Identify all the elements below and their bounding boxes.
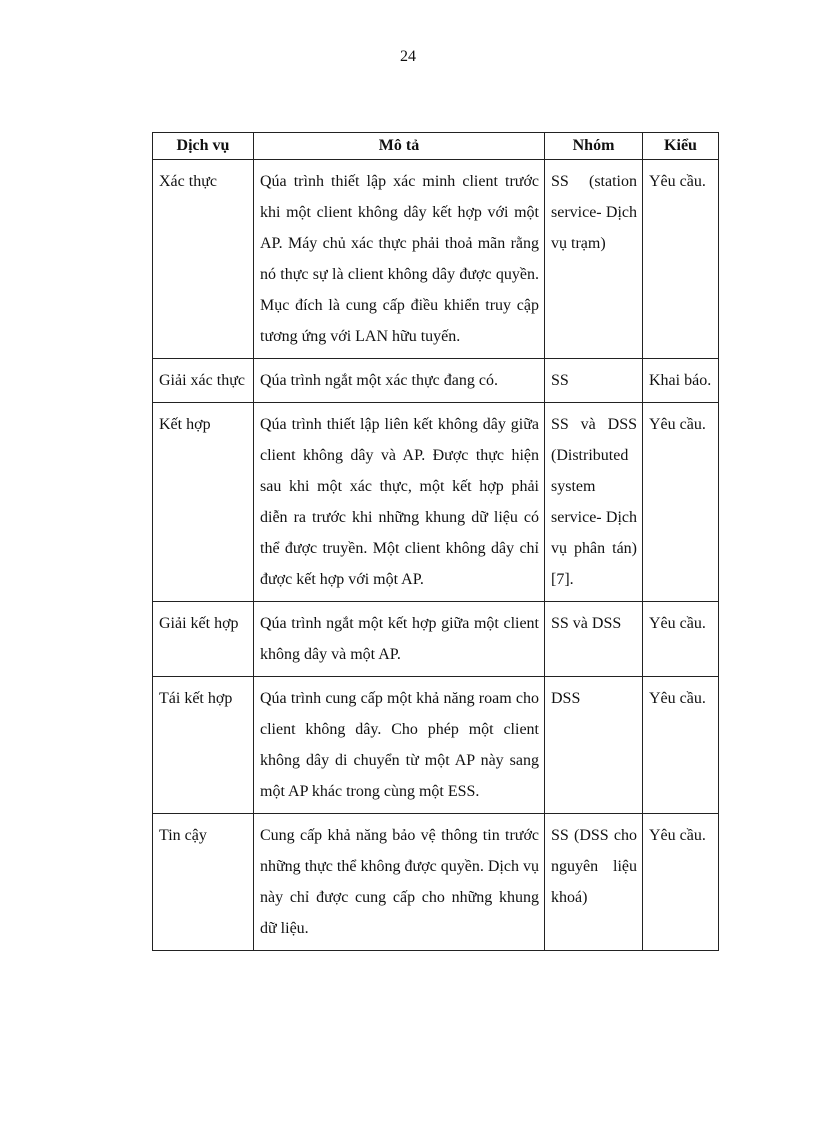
group-cell: SS và DSS (Distributed system service- Dịch vụ phân tán) [7]. — [545, 403, 643, 602]
group-cell: SS (DSS cho nguyên liệu khoá) — [545, 814, 643, 951]
table-row — [153, 602, 719, 677]
group-cell: SS — [545, 359, 643, 403]
group-cell: SS và DSS — [545, 602, 643, 677]
description-cell: Qúa trình thiết lập xác minh client trước khi một client không dây kết hợp với một AP. Máy chủ xác thực phải thoả mãn rằng nó thực sự là client không dây được quyền. Mục đích là cung cấp điều khiển truy cập tương ứng với LAN hữu tuyến. — [254, 160, 545, 359]
service-cell: Xác thực — [153, 160, 254, 359]
type-cell: Yêu cầu. — [643, 160, 719, 359]
service-cell: Giải xác thực — [153, 359, 254, 403]
table-row — [153, 359, 719, 403]
service-cell: Tái kết hợp — [153, 677, 254, 814]
table-row — [153, 403, 719, 602]
type-cell: Yêu cầu. — [643, 602, 719, 677]
header-group: Nhóm — [545, 133, 643, 160]
table-row — [153, 814, 719, 951]
group-cell: SS (station service- Dịch vụ trạm) — [545, 160, 643, 359]
description-cell: Qúa trình ngắt một kết hợp giữa một client không dây và một AP. — [254, 602, 545, 677]
header-type: Kiểu — [643, 133, 719, 160]
description-cell: Qúa trình ngắt một xác thực đang có. — [254, 359, 545, 403]
description-cell: Qúa trình cung cấp một khả năng roam cho client không dây. Cho phép một client không dây di chuyển từ một AP này sang một AP khác trong cùng một ESS. — [254, 677, 545, 814]
service-cell: Giải kết hợp — [153, 602, 254, 677]
table-row — [153, 160, 719, 359]
type-cell: Yêu cầu. — [643, 814, 719, 951]
page-number: 24 — [400, 48, 416, 65]
header-service: Dịch vụ — [153, 133, 254, 160]
group-cell: DSS — [545, 677, 643, 814]
services-table — [152, 132, 719, 951]
table-row — [153, 677, 719, 814]
type-cell: Yêu cầu. — [643, 403, 719, 602]
description-cell: Qúa trình thiết lập liên kết không dây giữa client không dây và AP. Được thực hiện sau khi một xác thực, một kết hợp phải diễn ra trước khi những khung dữ liệu có thể được truyền. Một client không dây chỉ được kết hợp với một AP. — [254, 403, 545, 602]
header-description: Mô tả — [254, 133, 545, 160]
description-cell: Cung cấp khả năng bảo vệ thông tin trước những thực thể không được quyền. Dịch vụ này chỉ được cung cấp cho những khung dữ liệu. — [254, 814, 545, 951]
service-cell: Kết hợp — [153, 403, 254, 602]
type-cell: Khai báo. — [643, 359, 719, 403]
table-header-row — [153, 133, 719, 160]
type-cell: Yêu cầu. — [643, 677, 719, 814]
service-cell: Tin cậy — [153, 814, 254, 951]
